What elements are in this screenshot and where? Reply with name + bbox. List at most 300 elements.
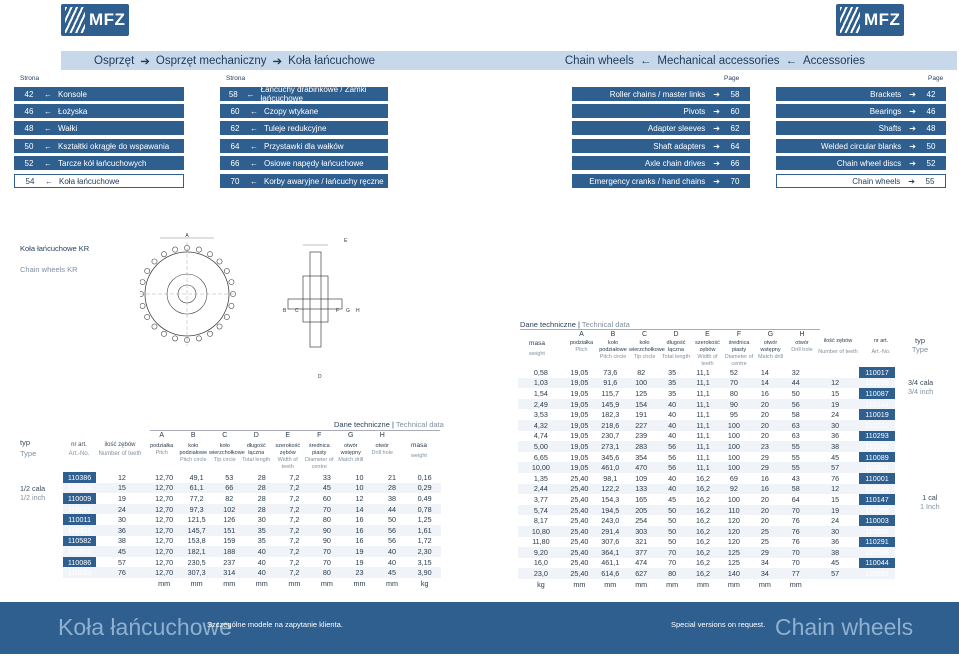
table-cell: 3,15 [417,557,432,567]
sprocket-tooth [145,268,150,273]
table-cell: 110009 [63,493,96,504]
nav-page-number: 46 [24,106,34,116]
table-cell: 16 [760,473,769,483]
nav-page-number: 64 [730,141,740,151]
left-data-table [63,472,441,589]
nav-page-number: 60 [730,106,740,116]
col-header-h: H otwór Drill hole [791,331,813,353]
table-cell: 80 [729,388,738,398]
table-cell: 19,05 [570,367,589,377]
nav-label: Chain wheels [852,176,901,186]
table-cell: 36 [831,431,840,441]
table-cell: 7,2 [278,504,311,515]
table-cell: 20 [749,505,780,516]
table-cell: 3,77 [533,494,548,504]
col-header-art: nr art. Art.-No. [871,338,891,355]
arrow-left-icon: ← [250,106,258,116]
nav-label: Roller chains / master links [609,89,706,99]
nav-link[interactable] [220,156,388,170]
table-cell [811,367,859,378]
nav-head-page: Page [928,75,944,82]
table-cell: 15 [831,494,840,504]
table-cell: 1,25 [417,515,432,525]
table-cell: 11,80 [532,537,550,547]
arrow-left-icon: ← [45,176,53,186]
table-cell: 19,05 [570,452,589,462]
arrow-left-icon: ← [250,176,258,186]
nav-link[interactable] [776,104,946,118]
arrow-right-icon: ➔ [272,55,283,68]
table-cell: 11,1 [688,441,719,452]
nav-label: Emergency cranks / hand chains [589,176,706,186]
table-cell: 109 [635,473,648,483]
table-row [518,568,895,579]
table-cell: 12,70 [148,567,181,578]
tech-title-right: Dane techniczne | Technical data [520,320,630,329]
table-cell: 110001 [859,473,895,484]
table-cell: 1,54 [533,388,548,398]
sprocket-tooth [207,331,212,336]
table-cell: 57 [811,462,859,473]
arrow-right-icon: ➔ [908,176,915,186]
table-cell: 95 [729,410,738,420]
table-cell: 82 [225,493,234,503]
table-cell: 19 [355,557,364,567]
table-cell: 57 [811,568,859,579]
table-cell: 28 [376,483,409,494]
table-cell: 25 [749,526,780,537]
table-cell: 19 [811,399,859,410]
table-cell: 56 [657,441,688,452]
unit-cell: mm [190,578,203,588]
table-row [518,441,895,452]
table-row [518,452,895,463]
table-cell: 239 [635,431,648,441]
table-cell: 23 [749,441,780,452]
nav-label: Koła łańcuchowe [59,176,120,186]
nav-link[interactable] [220,104,388,118]
table-cell: 70 [791,558,800,568]
table-row [518,494,895,505]
nav-label: Shaft adapters [653,141,706,151]
table-cell: 12 [355,493,364,503]
nav-link[interactable] [572,104,750,118]
table-cell: 110386 [63,472,96,483]
table-cell: 12,70 [148,504,181,515]
table-cell: 165 [635,494,648,504]
table-cell: 474 [635,558,648,568]
table-cell: 40 [657,420,688,431]
table-cell: 25,40 [570,558,589,568]
table-cell: 7,2 [278,483,311,494]
nav-link[interactable] [776,156,946,170]
breadcrumb-item[interactable]: Osprzęt mechaniczny [155,54,267,67]
table-cell: 12 [811,378,859,389]
nav-page-number: 42 [926,89,936,99]
table-cell: 63 [780,420,811,431]
table-cell: 98,1 [603,473,618,483]
table-cell: 7,2 [278,546,311,557]
nav-page-number: 66 [730,158,740,168]
nav-label: Brackets [870,89,902,99]
nav-page-number: 62 [730,123,740,133]
nav-page-number: 60 [230,106,240,116]
table-cell: 243,0 [601,516,620,526]
footer-title-en: Chain wheels [775,614,914,640]
section-subtitle: Chain wheels KR [20,265,78,274]
mfz-logo-right: MFZ [836,4,904,36]
nav-link[interactable] [776,87,946,101]
table-cell: 70 [311,504,344,515]
dim-label-a: A [185,233,189,239]
arrow-left-icon: ← [250,158,258,168]
nav-link[interactable] [220,174,388,188]
table-cell: 291,4 [595,526,626,537]
table-cell: 33 [322,472,331,482]
sprocket-tooth [217,259,222,264]
nav-page-number: 46 [926,106,936,116]
table-cell: 44 [780,378,811,389]
table-cell: 1,35 [533,473,548,483]
sprocket-tooth [140,279,145,284]
table-cell: 145,7 [180,525,213,536]
nav-link[interactable] [14,87,184,101]
table-cell: 70 [780,547,811,558]
table-cell: 21 [388,472,397,482]
table-cell: 102 [213,504,246,515]
arrow-right-icon: ➔ [713,123,720,133]
dim-label-h: H [356,308,360,314]
col-header-b: B koło podziałowe Pitch circle [179,432,208,463]
unit-cell: kg [420,578,429,588]
sprocket-tooth [224,268,229,273]
table-cell: 110011 [63,514,96,525]
table-cell: 182,3 [601,410,620,420]
breadcrumb-item[interactable]: Koła łańcuchowe [288,54,376,67]
table-cell: 34 [760,558,769,568]
table-cell: 19 [343,546,376,557]
section-title: Koła łańcuchowe KR [20,244,90,253]
table-cell: 16,2 [688,526,719,537]
table-cell: 76 [831,473,840,483]
table-cell: 7,2 [289,472,300,482]
table-cell: 16,2 [696,558,710,568]
table-cell: 25,40 [564,568,595,579]
nav-link[interactable] [220,121,388,135]
table-cell: 12,70 [148,525,181,536]
table-cell: 110087 [859,388,895,399]
table-cell: 8,17 [533,516,548,526]
table-cell: 5,00 [518,441,564,452]
table-cell: 354 [635,452,648,462]
table-cell: 12,70 [148,546,181,557]
table-cell: 254 [635,516,648,526]
table-cell: 110017 [859,367,895,378]
nav-page-number: 48 [926,123,936,133]
table-cell: 120 [727,537,740,547]
table-cell: 28 [245,483,278,494]
table-cell: 40 [257,557,266,567]
table-cell: 11,1 [696,452,710,462]
table-cell: 29 [749,462,780,473]
table-cell: 38 [811,441,859,452]
unit-cell: mm [158,578,171,588]
table-cell: 110234 [63,483,96,494]
table-cell: 19,05 [570,410,589,420]
table-cell: 66 [213,483,246,494]
table-cell: 115,7 [601,388,619,398]
table-cell: 61,1 [180,483,213,494]
table-cell: 36 [96,525,148,536]
table-cell: 55 [791,452,800,462]
table-cell: 70 [322,557,331,567]
table-cell: 121,5 [187,515,206,525]
nav-link[interactable] [220,139,388,153]
nav-label: Osiowe napędy łańcuchowe [264,158,364,168]
col-header-c: C koło wierzchołkowe Tip circle [629,331,665,360]
table-cell: 58 [780,484,811,495]
table-cell: 283 [626,441,657,452]
table-cell: 40 [657,484,688,495]
nav-link[interactable] [572,156,750,170]
table-cell: 25,40 [570,537,589,547]
table-cell: 307,3 [180,567,213,578]
col-header-e: E szerokość zębów Width of teeth [275,432,301,470]
table-cell: 49,1 [189,472,204,482]
nav-label: Pivots [683,106,706,116]
col-typ-right: typ Type [911,336,929,354]
table-cell: 100 [727,494,740,504]
table-cell: 188 [213,546,246,557]
table-cell: 25,40 [570,494,589,504]
sprocket-front-view [140,233,236,346]
table-cell: 28 [245,504,278,515]
table-cell: 230,5 [187,557,206,567]
table-cell: 16,2 [688,484,719,495]
table-cell: 20 [760,410,769,420]
table-cell: 29 [749,547,780,558]
table-cell: 7,2 [289,536,300,546]
table-cell: 110088 [859,441,895,452]
tech-title-left: Dane techniczne | Technical data [334,420,444,429]
table-cell: 16,0 [533,558,548,568]
nav-label: Welded circular blanks [820,141,902,151]
nav-page-number: 58 [228,89,238,99]
table-cell: 11,1 [688,399,719,410]
breadcrumb-item[interactable]: Chain wheels [564,54,634,67]
unit-cell: mm [320,578,333,588]
nav-head-strona: Strona [226,75,246,82]
table-cell: 110321 [63,525,96,536]
table-cell: 4,74 [533,431,548,441]
table-row [518,388,895,399]
nav-label: Konsole [58,89,87,99]
type-label-1-inch: 1 cal 1 Inch [920,493,940,511]
col-header-g: G otwór wstępny Match drill [757,331,784,360]
table-cell: 70 [668,558,677,568]
table-cell: 16,2 [688,568,719,579]
table-cell: 100 [718,420,749,431]
table-cell: 110013 [63,546,96,557]
table-cell: 110039 [859,378,895,389]
table-cell: 100 [626,378,657,389]
table-cell: 1,03 [518,378,564,389]
table-cell: 56 [780,399,811,410]
table-cell: 11,1 [688,378,719,389]
nav-link[interactable] [572,139,750,153]
nav-head-page: Page [724,75,740,82]
table-cell: 5,74 [518,505,564,516]
table-cell: 19,05 [564,399,595,410]
table-cell: 25,40 [564,526,595,537]
col-header-d: D długość łączna Total length [242,432,271,463]
col-header-f: F średnica piasty Diameter of centre [724,331,754,367]
nav-page-number: 52 [926,158,936,168]
table-cell: 110036 [859,547,895,558]
table-cell: 16 [355,536,364,546]
arrow-right-icon: ➔ [909,106,916,116]
sprocket-tooth [172,336,177,341]
nav-link[interactable] [14,156,184,170]
unit-cell: mm [697,579,709,589]
table-cell: 110086 [63,557,96,568]
table-cell: 35 [668,388,677,398]
table-cell: 120 [727,516,740,526]
sprocket-tooth [161,252,166,257]
table-cell: 16,2 [696,516,710,526]
table-cell: 159 [223,536,236,546]
table-cell: 56 [388,536,397,546]
table-cell: 40 [657,399,688,410]
arrow-right-icon: ➔ [909,89,916,99]
table-cell: 140 [718,568,749,579]
table-cell: 25 [760,537,769,547]
table-cell: 70 [657,547,688,558]
table-cell: 614,6 [595,568,626,579]
table-cell: 10 [355,472,364,482]
table-cell: 76 [96,567,148,578]
table-cell: 110582 [63,536,96,547]
table-cell: 110584 [859,462,895,473]
nav-link[interactable] [776,121,946,135]
type-label-half-inch: 1/2 cala 1/2 inch [20,484,46,502]
breadcrumb-item[interactable]: Mechanical accessories [657,54,780,67]
table-cell: 60 [322,493,331,503]
table-cell: 55 [780,441,811,452]
nav-link[interactable] [572,174,750,188]
table-cell: 90 [311,525,344,536]
table-cell: 125 [718,547,749,558]
nav-label: Łańcuchy drabinkowe / Zamki łańcuchowe [260,85,367,103]
breadcrumb-item[interactable]: Accessories [803,54,865,67]
units-row [518,579,895,590]
table-cell: 110019 [859,409,895,420]
table-cell: 19,05 [570,388,589,398]
table-cell: 16 [355,515,364,525]
table-cell: 218,6 [595,420,626,431]
table-cell: 2,30 [408,546,441,557]
sprocket-tooth [229,279,234,284]
dim-label-f: F [336,308,340,314]
table-row [518,367,895,378]
nav-link[interactable] [776,139,946,153]
table-row [518,537,895,548]
table-cell: 44 [376,504,409,515]
table-cell: 110020 [859,420,895,431]
breadcrumb-item[interactable]: Osprzęt [94,54,135,67]
table-cell: 52 [729,367,738,377]
unit-cell: mm [353,578,366,588]
table-cell: 20 [760,516,769,526]
nav-link[interactable] [572,121,750,135]
breadcrumb-en [479,51,957,70]
arrow-right-icon: ➔ [909,158,916,168]
table-cell: 55 [780,462,811,473]
table-row [518,547,895,558]
arrow-left-icon: ← [44,123,52,133]
nav-link[interactable] [14,121,184,135]
table-cell: 92 [718,484,749,495]
table-cell: 12,70 [155,515,174,525]
table-cell: 377 [626,547,657,558]
table-cell: 56 [668,452,677,462]
nav-link[interactable] [572,87,750,101]
table-cell: 40 [668,431,677,441]
breadcrumb-pl [61,51,479,70]
table-row [518,462,895,473]
nav-page-number: 64 [230,141,240,151]
table-cell: 120 [718,526,749,537]
table-cell: 35 [657,378,688,389]
nav-link[interactable] [14,174,184,188]
nav-link[interactable] [14,104,184,118]
unit-cell: mm [386,578,398,588]
table-cell: 14 [343,504,376,515]
col-teeth: ilość zębów Number of teeth [98,442,142,457]
table-cell: 40 [245,567,278,578]
table-cell: 38 [811,547,859,558]
table-cell: 12,70 [155,472,174,482]
table-cell: 154,3 [601,494,620,504]
table-cell: 24 [96,504,148,515]
nav-link[interactable] [776,174,946,188]
table-cell: 50 [388,515,397,525]
table-cell: 125 [727,558,740,568]
table-cell: 110293 [859,431,895,442]
nav-label: Tuleje redukcyjne [264,123,327,133]
table-cell: 16,2 [696,537,710,547]
table-cell: 50 [657,526,688,537]
table-cell: 11,1 [696,367,710,377]
table-cell: 16,2 [688,505,719,516]
sprocket-tooth [196,336,201,341]
units-row [63,578,441,589]
table-cell: 45 [831,558,840,568]
table-cell: 470 [626,462,657,473]
table-cell: 11,1 [688,420,719,431]
table-row [63,493,441,504]
table-row [63,504,441,515]
nav-link[interactable] [14,139,184,153]
nav-link[interactable] [220,87,388,101]
dim-label-d: D [318,374,322,380]
table-cell: 12,70 [155,493,174,503]
table-cell: 110227 [63,504,96,515]
unit-cell: mm [789,579,802,589]
table-cell: 50 [791,388,800,398]
table-cell: 30 [811,420,859,431]
unit-cell: mm [223,578,236,588]
